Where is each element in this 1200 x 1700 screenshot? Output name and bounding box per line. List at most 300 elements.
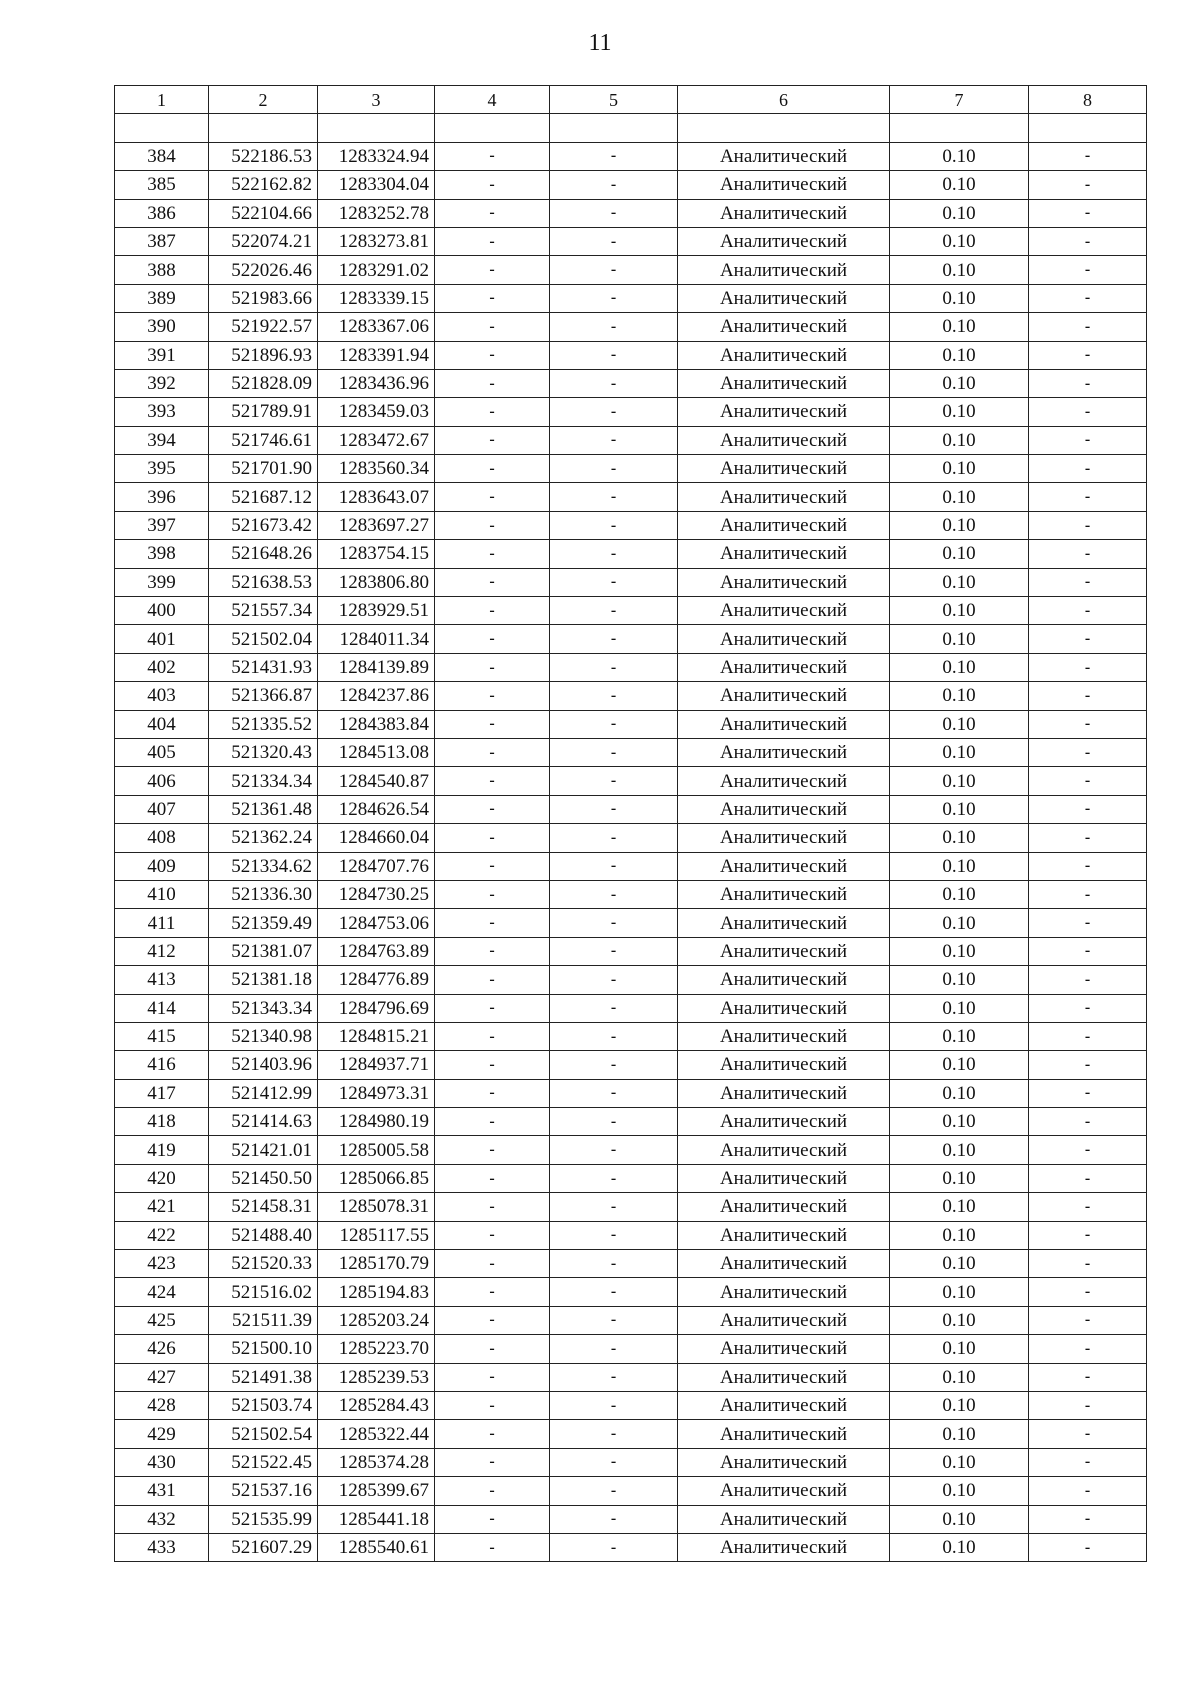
y-coordinate: 1283697.27 [318,511,435,539]
accuracy-cell: 0.10 [890,284,1029,312]
point-number: 413 [115,966,209,994]
table-row [115,824,1147,852]
y-coordinate: 1284540.87 [318,767,435,795]
col-4-value: - [435,1335,550,1363]
point-number: 412 [115,937,209,965]
accuracy-cell: 0.10 [890,824,1029,852]
table-row [115,1505,1147,1533]
header-row [115,86,1147,114]
col-4-value: - [435,398,550,426]
col-4-value: - [435,682,550,710]
x-coordinate: 521414.63 [209,1108,318,1136]
method-cell: Аналитический [678,540,890,568]
table-body [115,142,1147,1562]
col-8-value: - [1029,994,1147,1022]
x-coordinate: 521522.45 [209,1448,318,1476]
method-cell: Аналитический [678,1193,890,1221]
point-number: 431 [115,1477,209,1505]
y-coordinate: 1283391.94 [318,341,435,369]
point-number: 393 [115,398,209,426]
y-coordinate: 1284796.69 [318,994,435,1022]
table-row [115,909,1147,937]
col-5-value: - [550,568,678,596]
method-cell: Аналитический [678,1306,890,1334]
col-4-value: - [435,653,550,681]
x-coordinate: 521335.52 [209,710,318,738]
table-row [115,256,1147,284]
col-5-value: - [550,284,678,312]
col-4-value: - [435,1278,550,1306]
col-4-value: - [435,1108,550,1136]
col-8-value: - [1029,682,1147,710]
empty-cell [550,114,678,142]
x-coordinate: 521922.57 [209,313,318,341]
x-coordinate: 521381.18 [209,966,318,994]
y-coordinate: 1283273.81 [318,227,435,255]
col-5-value: - [550,142,678,170]
table-row [115,738,1147,766]
col-4-value: - [435,1505,550,1533]
point-number: 427 [115,1363,209,1391]
point-number: 430 [115,1448,209,1476]
point-number: 405 [115,738,209,766]
table-row [115,1136,1147,1164]
point-number: 416 [115,1051,209,1079]
y-coordinate: 1283324.94 [318,142,435,170]
table-row [115,568,1147,596]
y-coordinate: 1283367.06 [318,313,435,341]
col-4-value: - [435,738,550,766]
method-cell: Аналитический [678,597,890,625]
col-4-value: - [435,1079,550,1107]
point-number: 385 [115,171,209,199]
column-header: 7 [890,86,1029,114]
method-cell: Аналитический [678,1108,890,1136]
col-8-value: - [1029,1391,1147,1419]
accuracy-cell: 0.10 [890,227,1029,255]
accuracy-cell: 0.10 [890,1505,1029,1533]
col-5-value: - [550,1363,678,1391]
y-coordinate: 1283806.80 [318,568,435,596]
col-5-value: - [550,795,678,823]
accuracy-cell: 0.10 [890,625,1029,653]
method-cell: Аналитический [678,1391,890,1419]
col-5-value: - [550,227,678,255]
accuracy-cell: 0.10 [890,682,1029,710]
point-number: 422 [115,1221,209,1249]
accuracy-cell: 0.10 [890,994,1029,1022]
method-cell: Аналитический [678,1250,890,1278]
y-coordinate: 1285203.24 [318,1306,435,1334]
x-coordinate: 521746.61 [209,426,318,454]
table-row [115,199,1147,227]
y-coordinate: 1285223.70 [318,1335,435,1363]
x-coordinate: 521701.90 [209,455,318,483]
col-8-value: - [1029,1420,1147,1448]
col-8-value: - [1029,795,1147,823]
table-row [115,369,1147,397]
col-5-value: - [550,1136,678,1164]
table-row [115,511,1147,539]
col-5-value: - [550,1533,678,1561]
y-coordinate: 1285284.43 [318,1391,435,1419]
x-coordinate: 521500.10 [209,1335,318,1363]
point-number: 411 [115,909,209,937]
accuracy-cell: 0.10 [890,1193,1029,1221]
col-8-value: - [1029,142,1147,170]
col-4-value: - [435,199,550,227]
accuracy-cell: 0.10 [890,142,1029,170]
col-4-value: - [435,1306,550,1334]
y-coordinate: 1283643.07 [318,483,435,511]
point-number: 426 [115,1335,209,1363]
table-row [115,597,1147,625]
col-4-value: - [435,284,550,312]
table-row [115,625,1147,653]
point-number: 394 [115,426,209,454]
col-5-value: - [550,341,678,369]
y-coordinate: 1285194.83 [318,1278,435,1306]
point-number: 428 [115,1391,209,1419]
point-number: 407 [115,795,209,823]
point-number: 403 [115,682,209,710]
y-coordinate: 1284139.89 [318,653,435,681]
accuracy-cell: 0.10 [890,483,1029,511]
col-8-value: - [1029,824,1147,852]
accuracy-cell: 0.10 [890,795,1029,823]
y-coordinate: 1285540.61 [318,1533,435,1561]
accuracy-cell: 0.10 [890,1278,1029,1306]
col-5-value: - [550,1477,678,1505]
col-5-value: - [550,738,678,766]
method-cell: Аналитический [678,738,890,766]
col-8-value: - [1029,426,1147,454]
col-8-value: - [1029,398,1147,426]
method-cell: Аналитический [678,710,890,738]
x-coordinate: 521362.24 [209,824,318,852]
accuracy-cell: 0.10 [890,852,1029,880]
x-coordinate: 521511.39 [209,1306,318,1334]
table-row [115,1420,1147,1448]
accuracy-cell: 0.10 [890,1306,1029,1334]
col-5-value: - [550,1505,678,1533]
col-8-value: - [1029,313,1147,341]
method-cell: Аналитический [678,568,890,596]
y-coordinate: 1285078.31 [318,1193,435,1221]
x-coordinate: 521359.49 [209,909,318,937]
table-row [115,795,1147,823]
point-number: 408 [115,824,209,852]
col-4-value: - [435,313,550,341]
x-coordinate: 521450.50 [209,1164,318,1192]
col-5-value: - [550,483,678,511]
x-coordinate: 521896.93 [209,341,318,369]
col-4-value: - [435,568,550,596]
point-number: 423 [115,1250,209,1278]
x-coordinate: 522074.21 [209,227,318,255]
method-cell: Аналитический [678,824,890,852]
col-5-value: - [550,313,678,341]
table-row [115,1533,1147,1561]
table-row [115,1164,1147,1192]
col-8-value: - [1029,1363,1147,1391]
col-5-value: - [550,767,678,795]
table-row [115,966,1147,994]
method-cell: Аналитический [678,909,890,937]
col-5-value: - [550,909,678,937]
table-row [115,398,1147,426]
x-coordinate: 521340.98 [209,1022,318,1050]
point-number: 397 [115,511,209,539]
y-coordinate: 1284707.76 [318,852,435,880]
col-4-value: - [435,795,550,823]
x-coordinate: 521673.42 [209,511,318,539]
col-8-value: - [1029,852,1147,880]
table-header [115,86,1147,143]
col-5-value: - [550,653,678,681]
method-cell: Аналитический [678,966,890,994]
accuracy-cell: 0.10 [890,738,1029,766]
col-5-value: - [550,966,678,994]
table-row [115,1335,1147,1363]
table-row [115,937,1147,965]
point-number: 395 [115,455,209,483]
method-cell: Аналитический [678,767,890,795]
table-row [115,1250,1147,1278]
point-number: 398 [115,540,209,568]
x-coordinate: 521648.26 [209,540,318,568]
x-coordinate: 521502.54 [209,1420,318,1448]
col-4-value: - [435,994,550,1022]
y-coordinate: 1285239.53 [318,1363,435,1391]
x-coordinate: 521520.33 [209,1250,318,1278]
col-5-value: - [550,1022,678,1050]
method-cell: Аналитический [678,1051,890,1079]
col-4-value: - [435,1051,550,1079]
point-number: 418 [115,1108,209,1136]
col-4-value: - [435,227,550,255]
y-coordinate: 1283929.51 [318,597,435,625]
method-cell: Аналитический [678,1278,890,1306]
y-coordinate: 1284763.89 [318,937,435,965]
point-number: 404 [115,710,209,738]
col-5-value: - [550,426,678,454]
empty-cell [115,114,209,142]
col-4-value: - [435,625,550,653]
col-8-value: - [1029,483,1147,511]
accuracy-cell: 0.10 [890,568,1029,596]
col-4-value: - [435,142,550,170]
x-coordinate: 521687.12 [209,483,318,511]
col-8-value: - [1029,880,1147,908]
col-8-value: - [1029,1448,1147,1476]
col-5-value: - [550,1051,678,1079]
col-8-value: - [1029,284,1147,312]
x-coordinate: 521336.30 [209,880,318,908]
method-cell: Аналитический [678,1420,890,1448]
x-coordinate: 521557.34 [209,597,318,625]
method-cell: Аналитический [678,1136,890,1164]
y-coordinate: 1284973.31 [318,1079,435,1107]
col-4-value: - [435,369,550,397]
x-coordinate: 522162.82 [209,171,318,199]
col-4-value: - [435,540,550,568]
accuracy-cell: 0.10 [890,369,1029,397]
table-row [115,1391,1147,1419]
point-number: 399 [115,568,209,596]
accuracy-cell: 0.10 [890,1477,1029,1505]
accuracy-cell: 0.10 [890,199,1029,227]
table-row [115,1079,1147,1107]
accuracy-cell: 0.10 [890,1136,1029,1164]
table-row [115,1108,1147,1136]
point-number: 392 [115,369,209,397]
method-cell: Аналитический [678,1221,890,1249]
col-8-value: - [1029,369,1147,397]
accuracy-cell: 0.10 [890,1079,1029,1107]
y-coordinate: 1284980.19 [318,1108,435,1136]
accuracy-cell: 0.10 [890,1221,1029,1249]
y-coordinate: 1284237.86 [318,682,435,710]
point-number: 409 [115,852,209,880]
table-row [115,1477,1147,1505]
col-4-value: - [435,909,550,937]
accuracy-cell: 0.10 [890,767,1029,795]
point-number: 388 [115,256,209,284]
table-row [115,1278,1147,1306]
col-5-value: - [550,171,678,199]
y-coordinate: 1283252.78 [318,199,435,227]
point-number: 414 [115,994,209,1022]
table-row [115,455,1147,483]
col-5-value: - [550,710,678,738]
method-cell: Аналитический [678,511,890,539]
method-cell: Аналитический [678,653,890,681]
col-8-value: - [1029,1505,1147,1533]
col-8-value: - [1029,1221,1147,1249]
y-coordinate: 1283754.15 [318,540,435,568]
x-coordinate: 521412.99 [209,1079,318,1107]
col-5-value: - [550,455,678,483]
col-5-value: - [550,511,678,539]
point-number: 400 [115,597,209,625]
y-coordinate: 1284776.89 [318,966,435,994]
col-4-value: - [435,1363,550,1391]
col-8-value: - [1029,540,1147,568]
col-5-value: - [550,1079,678,1107]
col-5-value: - [550,1108,678,1136]
method-cell: Аналитический [678,625,890,653]
accuracy-cell: 0.10 [890,1448,1029,1476]
col-8-value: - [1029,937,1147,965]
table-row [115,341,1147,369]
col-4-value: - [435,824,550,852]
table-row [115,710,1147,738]
col-5-value: - [550,880,678,908]
table-row [115,540,1147,568]
table-row [115,313,1147,341]
col-5-value: - [550,369,678,397]
y-coordinate: 1283291.02 [318,256,435,284]
table-row [115,284,1147,312]
col-5-value: - [550,1420,678,1448]
x-coordinate: 521535.99 [209,1505,318,1533]
method-cell: Аналитический [678,1022,890,1050]
point-number: 419 [115,1136,209,1164]
accuracy-cell: 0.10 [890,1363,1029,1391]
col-8-value: - [1029,1136,1147,1164]
method-cell: Аналитический [678,313,890,341]
col-8-value: - [1029,1335,1147,1363]
col-8-value: - [1029,1533,1147,1561]
x-coordinate: 521403.96 [209,1051,318,1079]
col-4-value: - [435,1448,550,1476]
method-cell: Аналитический [678,142,890,170]
col-4-value: - [435,710,550,738]
col-5-value: - [550,937,678,965]
table-row [115,994,1147,1022]
y-coordinate: 1285441.18 [318,1505,435,1533]
col-8-value: - [1029,511,1147,539]
accuracy-cell: 0.10 [890,880,1029,908]
x-coordinate: 521491.38 [209,1363,318,1391]
table-row [115,653,1147,681]
col-4-value: - [435,597,550,625]
method-cell: Аналитический [678,1448,890,1476]
accuracy-cell: 0.10 [890,966,1029,994]
point-number: 402 [115,653,209,681]
accuracy-cell: 0.10 [890,1051,1029,1079]
x-coordinate: 521458.31 [209,1193,318,1221]
point-number: 417 [115,1079,209,1107]
col-8-value: - [1029,597,1147,625]
x-coordinate: 521828.09 [209,369,318,397]
accuracy-cell: 0.10 [890,1250,1029,1278]
point-number: 429 [115,1420,209,1448]
col-5-value: - [550,1278,678,1306]
accuracy-cell: 0.10 [890,1108,1029,1136]
col-4-value: - [435,852,550,880]
x-coordinate: 521431.93 [209,653,318,681]
col-8-value: - [1029,455,1147,483]
point-number: 432 [115,1505,209,1533]
y-coordinate: 1285322.44 [318,1420,435,1448]
col-4-value: - [435,937,550,965]
method-cell: Аналитический [678,341,890,369]
y-coordinate: 1285005.58 [318,1136,435,1164]
point-number: 424 [115,1278,209,1306]
x-coordinate: 521516.02 [209,1278,318,1306]
x-coordinate: 521607.29 [209,1533,318,1561]
col-4-value: - [435,1250,550,1278]
col-4-value: - [435,880,550,908]
y-coordinate: 1284753.06 [318,909,435,937]
empty-cell [678,114,890,142]
y-coordinate: 1283304.04 [318,171,435,199]
table-row [115,1022,1147,1050]
method-cell: Аналитический [678,398,890,426]
col-5-value: - [550,1164,678,1192]
col-5-value: - [550,625,678,653]
table-row [115,483,1147,511]
x-coordinate: 521789.91 [209,398,318,426]
method-cell: Аналитический [678,171,890,199]
col-4-value: - [435,1136,550,1164]
accuracy-cell: 0.10 [890,597,1029,625]
y-coordinate: 1285399.67 [318,1477,435,1505]
point-number: 406 [115,767,209,795]
col-4-value: - [435,1477,550,1505]
